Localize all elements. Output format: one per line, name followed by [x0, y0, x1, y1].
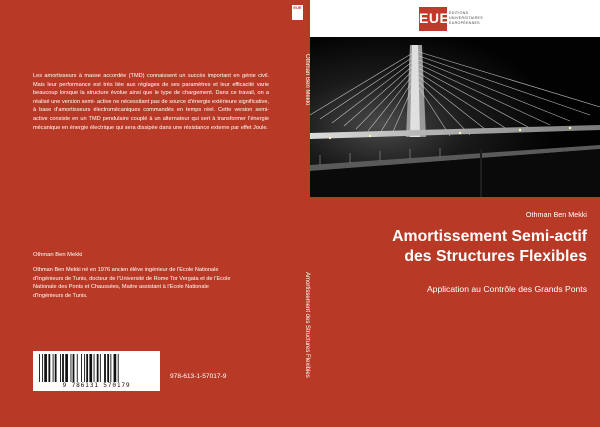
publisher-logo-letters: EUE [419, 10, 450, 26]
book-title-line: Amortissement Semi-actif [392, 228, 587, 245]
bridge-illustration [310, 37, 600, 197]
spine-title: Amortissement des Structures Flexibles [304, 272, 310, 378]
spine-logo-text: EUE [293, 5, 302, 10]
front-cover [310, 0, 600, 427]
publisher-band [310, 0, 600, 37]
publisher-name-line: UNIVERSITAIRES [449, 16, 483, 20]
barcode-bars [37, 354, 156, 382]
back-cover-author-name: Othman Ben Mekki [33, 252, 83, 258]
publisher-name-line: EUROPÉENNES [449, 21, 480, 25]
back-cover [0, 0, 284, 427]
cover-photo-bridge-at-night [310, 37, 600, 197]
publisher-logo-mark [419, 7, 450, 31]
book-spine [284, 0, 310, 427]
publisher-name [449, 11, 483, 26]
book-title [317, 227, 587, 267]
spine-author: Othman Ben Mekki [304, 54, 310, 106]
isbn-barcode [33, 351, 160, 391]
publisher-logo [419, 7, 509, 31]
spine-publisher-logo [292, 5, 303, 20]
book-subtitle: Application au Contrôle des Grands Ponts [426, 284, 587, 294]
publisher-name-line: ÉDITIONS [449, 11, 469, 15]
book-title-line: des Structures Flexibles [404, 248, 587, 265]
isbn-number: 978-613-1-57017-9 [170, 373, 227, 380]
front-cover-author-name: Othman Ben Mekki [525, 210, 587, 219]
back-cover-summary: Les amortisseurs à masse accordée (TMD) connaissent un succès important en génie civil. Mais leur performance est très liée aux réglages de ses paramètres et leur efficacité varie beaucoup lorsque la structure évolue ainsi que le type de chargement. Dans ce travail, on a réalisé une version semi- active ne nécessitant pas de source d'énergie extérieure significative, à base d'amortisseurs électromécaniques commandés en temps réel. Cette version semi-active consiste en un TMD pendulaire couplé à un alternateur qui sert à transformer l'énergie mécanique en énergie électrique qui sera dissipée dans une résistance externe par effet Joule. [33, 73, 269, 131]
barcode-digits: 9 786131 570179 [62, 382, 131, 389]
author-biography: Othman Ben Mekki né en 1976 ancien élève ingénieur de l'Ecole Nationale d'Ingénieurs de Tunis, docteur de l'Université de Rome Tor Vergata et de l'Ecole Nationale des Ponts et Chaussées, Maitre assistant à l'Ecole Nationale d'Ingénieurs de Tunis. [33, 267, 231, 299]
